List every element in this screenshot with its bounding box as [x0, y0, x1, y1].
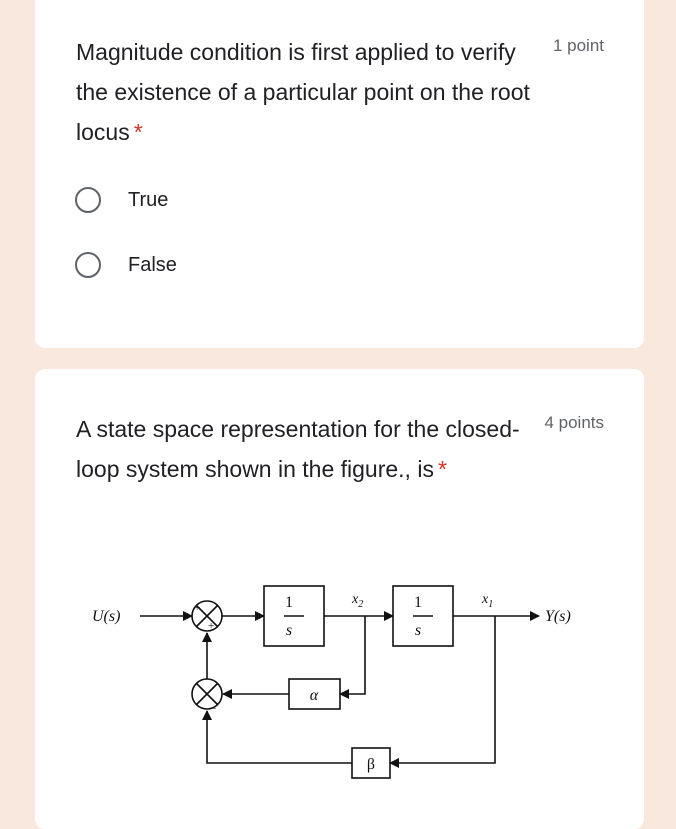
integrator-numerator: 1: [414, 594, 422, 611]
question-title: [76, 409, 536, 489]
question-text: Magnitude condition is first applied to verify the existence of a particular point on the root locus: [76, 39, 530, 145]
question-header: [76, 32, 604, 152]
question-text: A state space representation for the closed-loop system shown in the figure., is: [76, 416, 520, 482]
required-asterisk: *: [437, 456, 447, 482]
sum-minus-sign: −: [210, 703, 217, 715]
input-label: U(s): [92, 608, 121, 625]
option-label: True: [128, 188, 169, 211]
block-diagram-figure: [80, 559, 620, 799]
integrator-denominator: s: [414, 622, 422, 639]
sum-plus-sign: +: [208, 620, 215, 632]
output-label: Y(s): [545, 608, 571, 625]
sum-plus-sign: +: [194, 602, 201, 614]
radio-button[interactable]: [75, 187, 101, 213]
radio-button[interactable]: [75, 252, 101, 278]
alpha-feedback-line: [340, 616, 365, 694]
block-diagram: [80, 559, 620, 799]
question-title: [76, 32, 536, 152]
beta-label: β: [366, 756, 376, 773]
question-card-2: [35, 369, 644, 829]
state-x2-label: $x_2$: [352, 592, 364, 610]
integrator-numerator: 1: [285, 594, 293, 611]
option-true[interactable]: [75, 187, 168, 213]
state-x1-label: $x_1$: [482, 592, 494, 610]
option-label: False: [128, 253, 177, 276]
required-asterisk: *: [133, 119, 143, 145]
points-label: 1 point: [552, 36, 604, 55]
option-false[interactable]: [75, 252, 177, 278]
beta-to-sum-line: [207, 711, 352, 763]
question-header: [76, 409, 604, 489]
alpha-label: α: [309, 687, 319, 704]
question-card-1: [35, 0, 644, 348]
integrator-denominator: s: [285, 622, 293, 639]
points-label: 4 points: [544, 413, 604, 432]
beta-feedback-line: [390, 616, 495, 763]
